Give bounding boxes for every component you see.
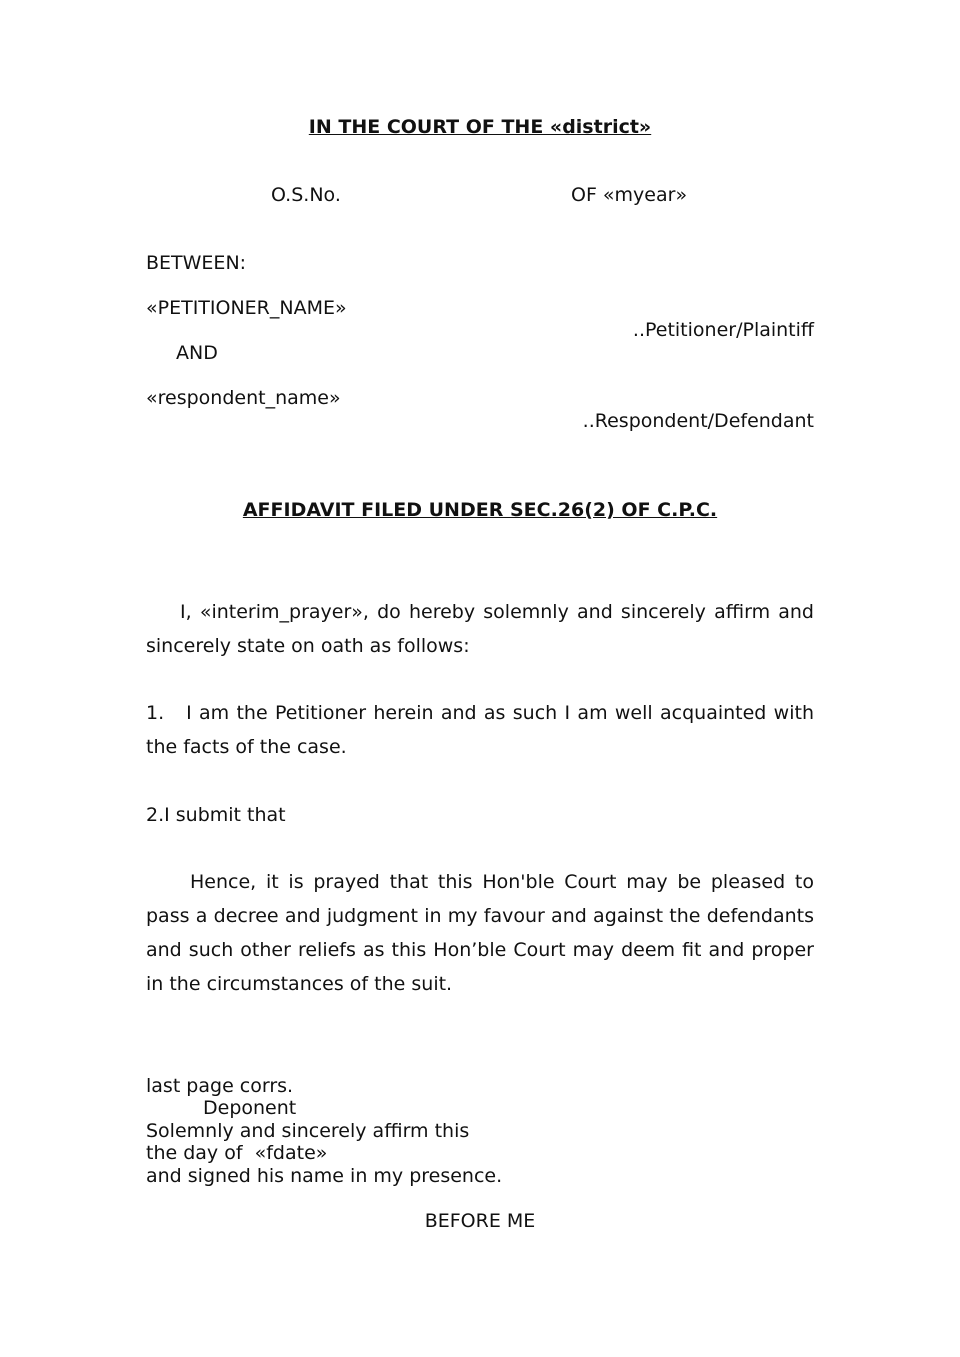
deponent-label: Deponent	[203, 1097, 297, 1119]
case-year-label: OF «myear»	[571, 184, 688, 206]
prayer-paragraph: Hence, it is prayed that this Hon'ble Court may be pleased to pass a decree and judgment in my favour and against the defendants and such other reliefs as this Hon’ble Court may deem fit and proper in the circumstances of the suit.	[146, 871, 814, 995]
and-label: AND	[176, 342, 218, 364]
signed-line: and signed his name in my presence.	[146, 1165, 503, 1187]
intro-paragraph: I, «interim_prayer», do hereby solemnly and sincerely affirm and sincerely state on oath as follows:	[146, 601, 814, 657]
court-title: IN THE COURT OF THE «district»	[308, 116, 652, 138]
affidavit-title: AFFIDAVIT FILED UNDER SEC.26(2) OF C.P.C.	[242, 499, 718, 521]
point-2: 2.I submit that	[146, 804, 286, 826]
case-number-label: O.S.No.	[271, 184, 341, 206]
date-line: the day of «fdate»	[146, 1142, 328, 1164]
respondent-name: «respondent_name»	[146, 387, 341, 409]
respondent-role: ..Respondent/Defendant	[582, 410, 814, 432]
point-1-number: 1.	[146, 702, 165, 724]
before-me-label: BEFORE ME	[424, 1210, 536, 1232]
last-page-note: last page corrs.	[146, 1075, 294, 1097]
between-label: BETWEEN:	[146, 252, 247, 274]
petitioner-name: «PETITIONER_NAME»	[146, 297, 347, 319]
point-1	[146, 696, 814, 764]
affirm-line: Solemnly and sincerely affirm this	[146, 1120, 470, 1142]
point-1-text: I am the Petitioner herein and as such I am well acquainted with the facts of the case.	[146, 702, 814, 758]
petitioner-role: ..Petitioner/Plaintiff	[632, 319, 814, 341]
